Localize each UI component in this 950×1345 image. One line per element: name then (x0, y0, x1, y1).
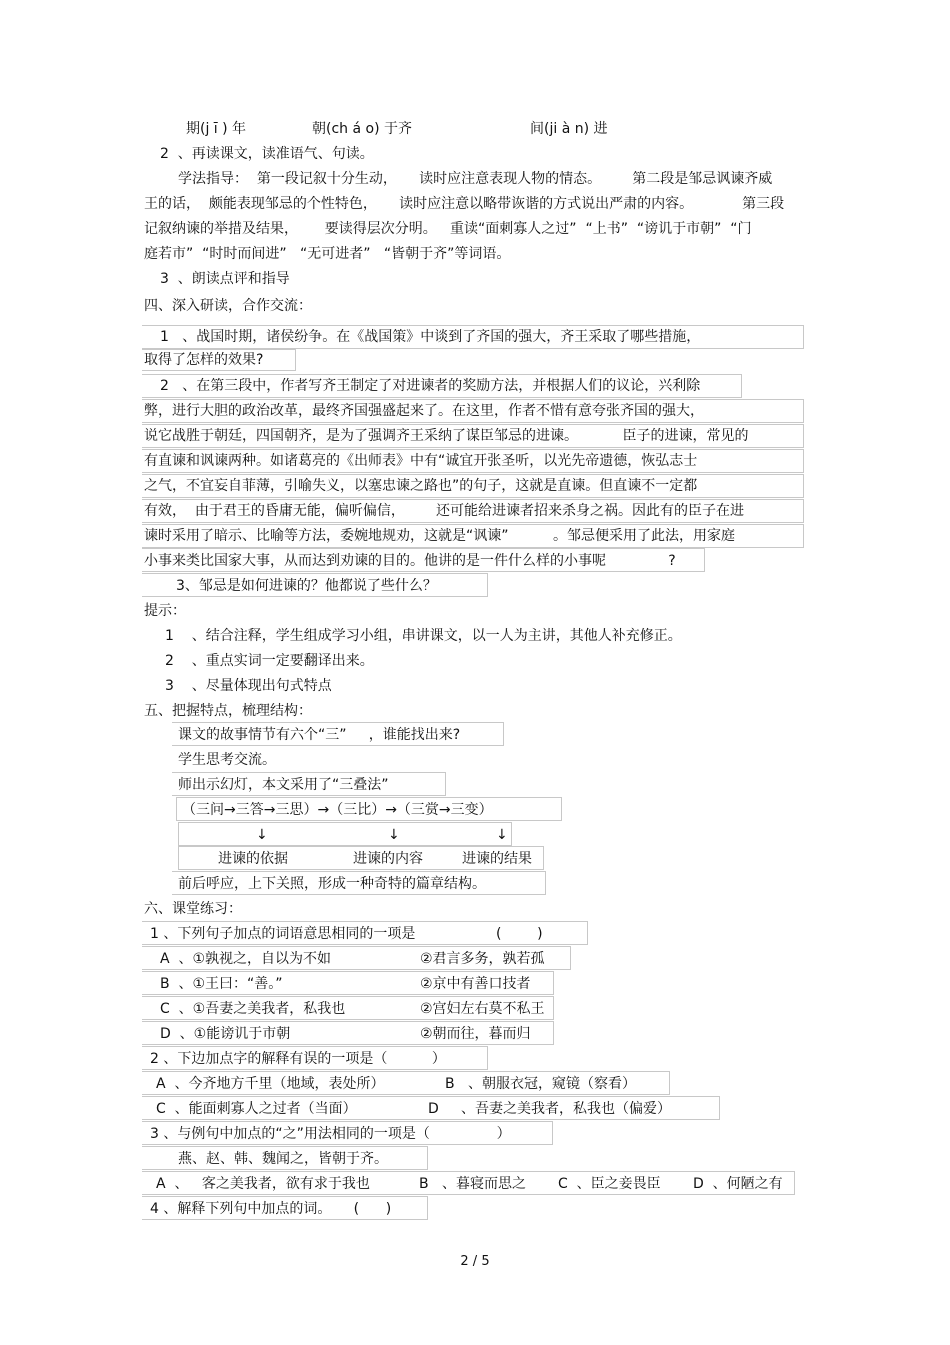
paragraph-line: 学法指导： 第一段记叙十分生动， 读时应注意表现人物的情态。 第二段是邹忌讽谏齐威 (178, 171, 773, 187)
paragraph-line: 小事来类比国家大事，从而达到劝谏的目的。他讲的是一件什么样的小事呢 ? (144, 553, 676, 569)
option-b-2: ②京中有善口技者 (420, 976, 531, 992)
question-2: 2 、在第三段中，作者写齐王制定了对进谏者的奖励方法，并根据人们的议论，兴利除 (160, 378, 701, 394)
structure-summary: 前后呼应，上下关照，形成一种奇特的篇章结构。 (178, 876, 486, 892)
down-arrow-2: ↓ (388, 827, 400, 843)
exercise-1: 1 、下列句子加点的词语意思相同的一项是 (150, 926, 416, 942)
paragraph-line: 说它战胜于朝廷，四国朝齐，是为了强调齐王采纳了谋臣邹忌的进谏。 臣子的进谏，常见的 (144, 428, 749, 444)
hint-2: 2 、重点实词一定要翻译出来。 (165, 653, 374, 669)
paragraph-line: 弊，进行大胆的政治改革，最终齐国强盛起来了。在这里，作者不惜有意夸张齐国的强大， (144, 403, 704, 419)
section-6-heading: 六、课堂练习： (144, 901, 242, 917)
pinyin-chao-yuqi: 朝(ch á o) 于齐 (312, 121, 412, 137)
option-a-2: ②君言多务，孰若孤 (420, 951, 545, 967)
paragraph-line: 有直谏和讽谏两种。如诸葛亮的《出师表》中有“诚宜开张圣听，以光先帝遗德，恢弘志士 (144, 453, 698, 469)
option-d: D 、①能谤讥于市朝 (160, 1026, 291, 1042)
down-arrow-3: ↓ (496, 827, 508, 843)
paragraph-line: 王的话， 颇能表现邹忌的个性特色， 读时应注意以略带诙谐的方式说出严肃的内容。 第三段 (144, 196, 785, 212)
option-b: B 、朝服衣冠，窥镜（察看） (445, 1076, 636, 1092)
answer-blank: ( ) (496, 926, 543, 942)
hint-3: 3 、尽量体现出句式特点 (165, 678, 332, 694)
pinyin-ji-nian: 期(j ī ) 年 (186, 121, 247, 137)
paragraph-line: 有效， 由于君王的昏庸无能，偏听偏信， 还可能给进谏者招来杀身之祸。因此有的臣子在进 (144, 503, 745, 519)
structure-content: 进谏的内容 (353, 851, 423, 867)
hints-heading: 提示： (144, 603, 186, 619)
paragraph-line: 谏时采用了暗示、比喻等方法，委婉地规劝，这就是“讽谏” 。邹忌便采用了此法，用家庭 (144, 528, 736, 544)
section-5-heading: 五、把握特点，梳理结构： (144, 703, 312, 719)
option-c: C 、臣之妾畏臣 (558, 1176, 661, 1192)
paragraph-line: 庭若市” “时时而间进” “无可进者” “皆朝于齐”等词语。 (144, 246, 511, 262)
question-3: 3、邹忌是如何进谏的？他都说了些什么？ (176, 578, 437, 594)
option-a: A 、今齐地方千里（地域，表处所） (156, 1076, 385, 1092)
hint-1: 1 、结合注释，学生组成学习小组，串讲课文，以一人为主讲，其他人补充修正。 (165, 628, 682, 644)
exercise-4: 4 、解释下列句中加点的词。 ( ) (150, 1201, 392, 1217)
paragraph-line: 记叙纳谏的举措及结果， 要读得层次分明。 重读“面刺寡人之过” “上书” “谤讥于市朝” “门 (144, 221, 752, 237)
option-c-2: ②宫妇左右莫不私王 (420, 1001, 545, 1017)
option-a: A 、 客之美我者，欲有求于我也 (156, 1176, 370, 1192)
pinyin-jian-jin: 间(ji à n) 进 (530, 121, 608, 137)
down-arrow-1: ↓ (256, 827, 268, 843)
example-sentence: 燕、赵、韩、魏闻之，皆朝于齐。 (178, 1151, 388, 1167)
paragraph-line: 之气，不宜妄自菲薄，引喻失义，以塞忠谏之路也”的句子，这就是直谏。但直谏不一定都 (144, 478, 698, 494)
structure-basis: 进谏的依据 (218, 851, 288, 867)
option-d: D 、吾妻之美我者，私我也（偏爱） (428, 1101, 672, 1117)
exercise-3: 3 、与例句中加点的“之”用法相同的一项是（ ） (150, 1126, 511, 1142)
option-c: C 、能面刺寡人之过者（当面） (156, 1101, 357, 1117)
option-d: D 、何陋之有 (693, 1176, 783, 1192)
option-c: C 、①吾妻之美我者，私我也 (160, 1001, 346, 1017)
option-b: B 、暮寝而思之 (419, 1176, 526, 1192)
option-b: B 、①王曰：“善。” (160, 976, 283, 992)
option-a: A 、①孰视之，自以为不如 (160, 951, 332, 967)
box-outline (178, 822, 512, 846)
option-d-2: ②朝而往，暮而归 (420, 1026, 531, 1042)
structure-line: 师出示幻灯，本文采用了“三叠法” (178, 777, 389, 793)
structure-question: 课文的故事情节有六个“三” ，谁能找出来? (178, 727, 461, 743)
question-1: 1 、战国时期，诸侯纷争。在《战国策》中谈到了齐国的强大，齐王采取了哪些措施， (160, 329, 701, 345)
step-2-heading: 2 、再读课文，读准语气、句读。 (160, 146, 374, 162)
section-4-heading: 四、深入研读，合作交流： (144, 298, 312, 314)
structure-sequence: （三问→三答→三思）→（三比）→（三赏→三变） (182, 802, 493, 818)
page-number: 2 / 5 (460, 1254, 490, 1269)
question-1-cont: 取得了怎样的效果? (144, 352, 264, 368)
step-3-heading: 3 、朗读点评和指导 (160, 271, 290, 287)
structure-result: 进谏的结果 (462, 851, 532, 867)
structure-line: 学生思考交流。 (178, 752, 276, 768)
exercise-2: 2 、下边加点字的解释有误的一项是（ ） (150, 1051, 446, 1067)
